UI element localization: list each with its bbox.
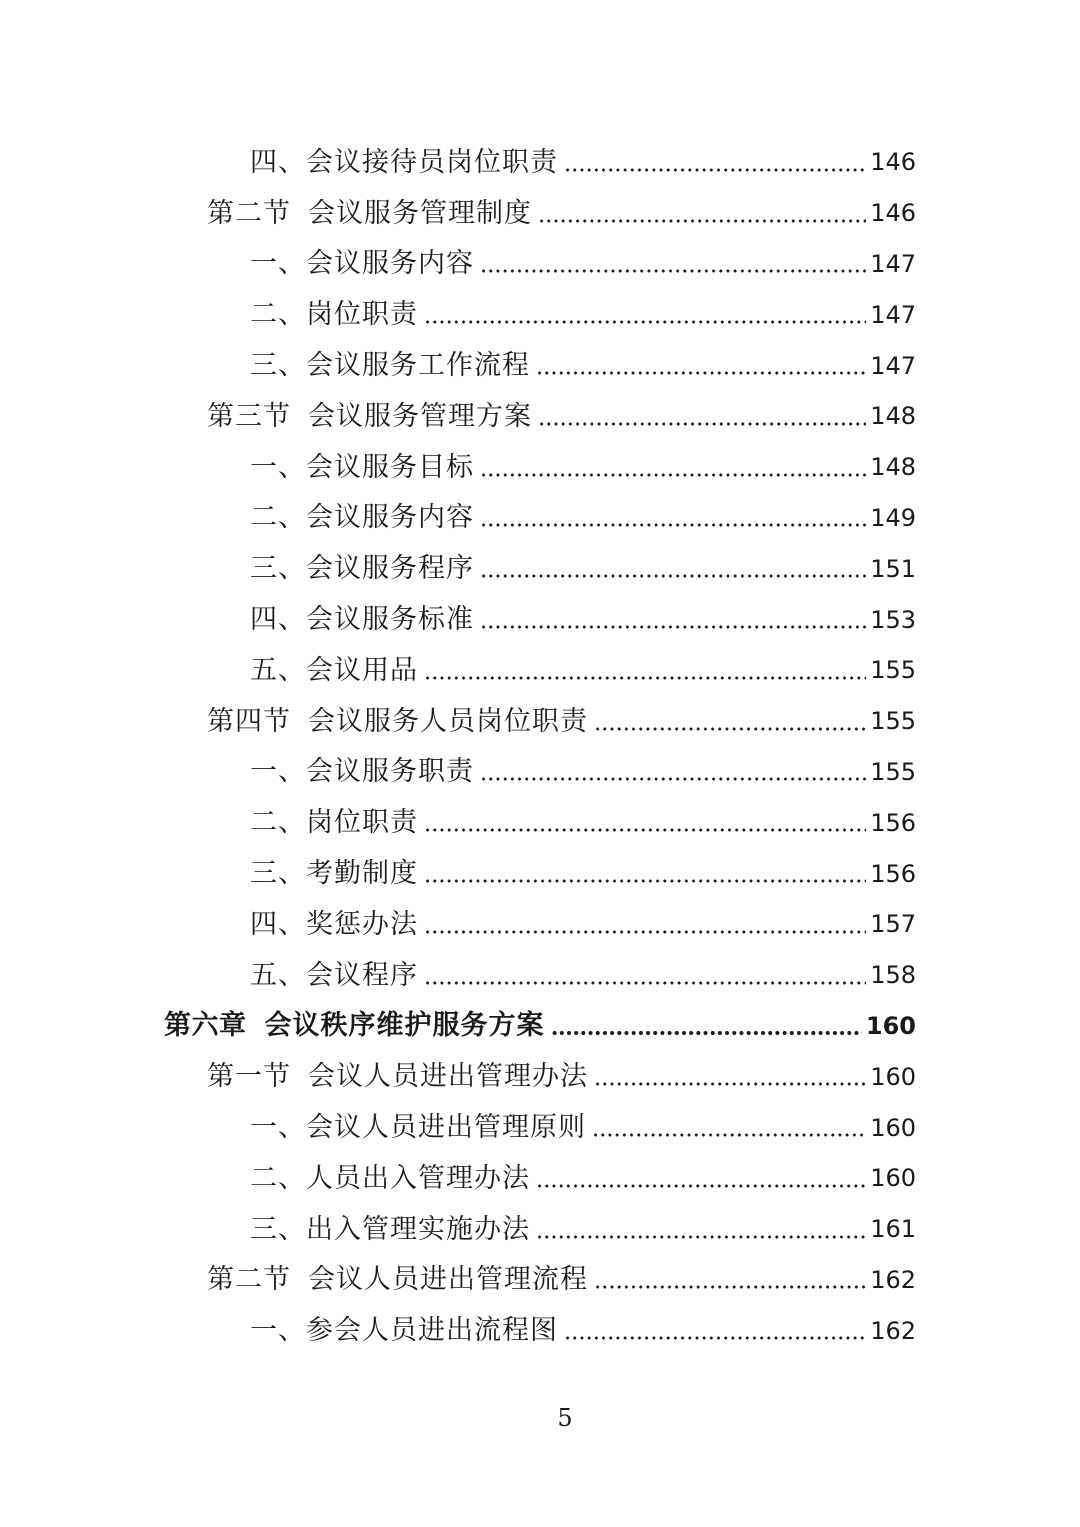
toc-entry-title: 会议服务目标	[306, 451, 474, 483]
toc-entry-item[interactable]	[0, 1204, 1080, 1255]
toc-entry-prefix: 三、	[250, 350, 306, 382]
toc-entry-item[interactable]	[0, 797, 1080, 848]
toc-dot-leader	[424, 674, 866, 682]
toc-entry-page-number: 148	[870, 402, 916, 431]
toc-entry-page-number: 155	[870, 757, 916, 786]
toc-entry-prefix: 五、	[250, 654, 306, 686]
toc-entry-title: 考勤制度	[306, 858, 418, 890]
toc-entry-page-number: 147	[870, 300, 916, 329]
toc-dot-leader	[480, 471, 866, 479]
toc-dot-leader	[536, 369, 866, 377]
toc-entry-item[interactable]	[0, 899, 1080, 950]
toc-entry-page-number: 157	[870, 910, 916, 939]
toc-entry-page-number: 160	[870, 1062, 916, 1091]
toc-entry-item[interactable]	[0, 442, 1080, 493]
toc-entry-page-number: 155	[870, 656, 916, 685]
toc-entry-item[interactable]	[0, 950, 1080, 1001]
toc-entry-item[interactable]	[0, 848, 1080, 899]
toc-dot-leader	[424, 826, 866, 834]
toc-entry-title: 人员出入管理办法	[306, 1162, 530, 1194]
toc-entry-item[interactable]	[0, 543, 1080, 594]
toc-entry-title: 会议秩序维护服务方案	[264, 1010, 545, 1042]
toc-entry-prefix: 一、	[250, 248, 306, 280]
toc-dot-leader	[424, 877, 866, 885]
toc-entry-page-number: 155	[870, 707, 916, 736]
toc-entry-item[interactable]	[0, 137, 1080, 188]
toc-entry-title: 会议人员进出管理原则	[306, 1112, 586, 1144]
toc-dot-leader	[538, 217, 866, 225]
toc-entry-title: 会议服务人员岗位职责	[308, 705, 588, 737]
toc-entry-item[interactable]	[0, 1305, 1080, 1356]
toc-entry-page-number: 146	[870, 199, 916, 228]
toc-entry-page-number: 153	[870, 605, 916, 634]
toc-entry-prefix: 第二节	[207, 197, 291, 229]
toc-entry-section[interactable]	[0, 391, 1080, 442]
toc-dot-leader	[480, 521, 866, 529]
toc-entry-title: 岗位职责	[306, 807, 418, 839]
toc-dot-leader	[594, 1080, 866, 1088]
toc-entry-page-number: 149	[870, 503, 916, 532]
toc-entry-prefix: 三、	[250, 553, 306, 585]
toc-entry-page-number: 160	[870, 1164, 916, 1193]
toc-entry-title: 会议服务程序	[306, 553, 474, 585]
toc-entry-page-number: 161	[870, 1215, 916, 1244]
toc-entry-prefix: 第三节	[207, 400, 291, 432]
toc-entry-prefix: 第四节	[207, 705, 291, 737]
toc-entry-chapter[interactable]	[0, 1001, 1080, 1052]
toc-entry-page-number: 160	[865, 1011, 916, 1040]
toc-entry-item[interactable]	[0, 645, 1080, 696]
toc-entry-prefix: 二、	[250, 807, 306, 839]
toc-entry-page-number: 156	[870, 808, 916, 837]
toc-entry-title: 会议人员进出管理办法	[308, 1061, 588, 1093]
toc-entry-title: 会议用品	[306, 654, 418, 686]
toc-entry-page-number: 162	[870, 1265, 916, 1294]
toc-dot-leader	[480, 267, 866, 275]
toc-dot-leader	[480, 572, 866, 580]
toc-entry-title: 会议程序	[306, 959, 418, 991]
toc-dot-leader	[551, 1029, 862, 1037]
toc-entry-title: 会议服务内容	[306, 248, 474, 280]
toc-entry-prefix: 第二节	[207, 1264, 291, 1296]
toc-entry-title: 岗位职责	[306, 299, 418, 331]
toc-dot-leader	[424, 928, 866, 936]
toc-entry-title: 会议服务管理制度	[308, 197, 532, 229]
toc-entry-title: 会议服务内容	[306, 502, 474, 534]
toc-entry-page-number: 156	[870, 859, 916, 888]
toc-entry-prefix: 一、	[250, 1315, 306, 1347]
toc-entry-item[interactable]	[0, 1102, 1080, 1153]
toc-dot-leader	[594, 725, 866, 733]
page-number: 5	[557, 1404, 573, 1432]
toc-entry-section[interactable]	[0, 1051, 1080, 1102]
toc-entry-prefix: 五、	[250, 959, 306, 991]
toc-entry-prefix: 一、	[250, 756, 306, 788]
toc-dot-leader	[564, 1334, 866, 1342]
toc-entry-prefix: 二、	[250, 1162, 306, 1194]
toc-entry-prefix: 二、	[250, 299, 306, 331]
toc-entry-section[interactable]	[0, 188, 1080, 239]
toc-dot-leader	[592, 1131, 866, 1139]
toc-entry-page-number: 148	[870, 453, 916, 482]
toc-entry-item[interactable]	[0, 493, 1080, 544]
toc-entry-item[interactable]	[0, 1153, 1080, 1204]
toc-entry-prefix: 一、	[250, 1112, 306, 1144]
toc-entry-title: 会议接待员岗位职责	[306, 146, 558, 178]
toc-dot-leader	[536, 1182, 866, 1190]
toc-dot-leader	[480, 775, 866, 783]
toc-entry-page-number: 160	[870, 1113, 916, 1142]
toc-dot-leader	[424, 979, 866, 987]
toc-dot-leader	[480, 623, 866, 631]
toc-entry-prefix: 四、	[250, 604, 306, 636]
toc-entry-title: 会议服务职责	[306, 756, 474, 788]
toc-entry-prefix: 四、	[250, 146, 306, 178]
toc-dot-leader	[594, 1283, 866, 1291]
toc-entry-page-number: 158	[870, 961, 916, 990]
toc-entry-prefix: 二、	[250, 502, 306, 534]
toc-entry-page-number: 147	[870, 249, 916, 278]
toc-entry-prefix: 三、	[250, 1213, 306, 1245]
toc-entry-prefix: 第一节	[207, 1061, 291, 1093]
toc-entry-title: 参会人员进出流程图	[306, 1315, 558, 1347]
toc-entry-page-number: 162	[870, 1316, 916, 1345]
toc-entry-prefix: 一、	[250, 451, 306, 483]
toc-entry-prefix: 三、	[250, 858, 306, 890]
toc-entry-item[interactable]	[0, 747, 1080, 798]
toc-dot-leader	[564, 166, 866, 174]
toc-entry-title: 会议服务标准	[306, 604, 474, 636]
toc-dot-leader	[424, 318, 866, 326]
toc-entry-title: 会议人员进出管理流程	[308, 1264, 588, 1296]
toc-entry-item[interactable]	[0, 239, 1080, 290]
table-of-contents	[0, 137, 1080, 1356]
toc-entry-item[interactable]	[0, 340, 1080, 391]
toc-entry-prefix: 第六章	[164, 1010, 247, 1042]
toc-entry-page-number: 147	[870, 351, 916, 380]
toc-entry-title: 出入管理实施办法	[306, 1213, 530, 1245]
toc-entry-title: 奖惩办法	[306, 908, 418, 940]
toc-entry-title: 会议服务工作流程	[306, 350, 530, 382]
toc-entry-title: 会议服务管理方案	[308, 400, 532, 432]
toc-entry-prefix: 四、	[250, 908, 306, 940]
toc-dot-leader	[538, 420, 866, 428]
toc-dot-leader	[536, 1233, 866, 1241]
toc-entry-section[interactable]	[0, 1255, 1080, 1306]
toc-entry-item[interactable]	[0, 594, 1080, 645]
toc-entry-page-number: 151	[870, 554, 916, 583]
toc-entry-item[interactable]	[0, 289, 1080, 340]
toc-entry-page-number: 146	[870, 148, 916, 177]
toc-entry-section[interactable]	[0, 696, 1080, 747]
